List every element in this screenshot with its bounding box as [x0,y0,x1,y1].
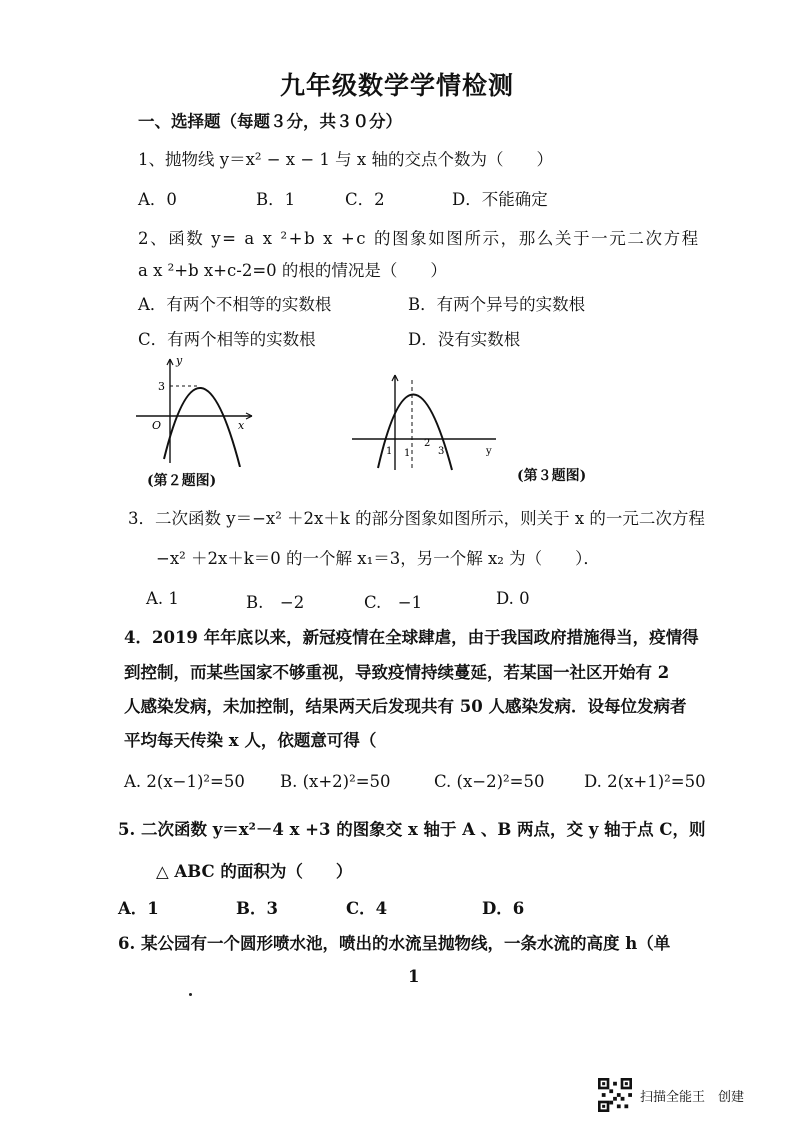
page-title: 九年级数学学情检测 [279,71,514,100]
section-heading: 一、选择题（每题３分，共３０分） [138,112,402,131]
q5-option-a: A．1 [118,899,159,918]
question-4-line1: 4．2019 年年底以来，新冠疫情在全球肆虐，由于我国政府措施得当，疫情得 [124,628,699,647]
q1-option-b: B．1 [256,190,296,209]
fig3-parabola [378,394,452,470]
qr-code-icon [598,1078,632,1112]
question-4-line2: 到控制，而某些国家不够重视，导致疫情持续蔓延，若某国一社区开始有 2 [124,663,670,682]
q4-option-b: B. (x+2)²=50 [280,772,391,791]
q1-option-d: D．不能确定 [452,190,548,209]
q3-option-d: D. 0 [496,589,530,608]
figure-q3-caption: (第３题图) [517,468,587,484]
figure-q3-graph [348,372,500,472]
q4-option-d: D. 2(x+1)²=50 [584,772,706,791]
q1-option-c: C．2 [345,190,385,209]
q5-option-b: B．3 [236,899,278,918]
fig3-tick-d: 3 [438,446,445,457]
question-5-stem-line2: △ ABC 的面积为（ ） [156,862,353,881]
figure-q2-graph [130,355,260,467]
fig2-parabola [164,388,240,467]
q1-option-a: A．0 [138,190,177,209]
q5-option-d: D．6 [482,899,525,918]
question-2-stem-line2: a x ²+b x+c-2=0 的根的情况是（ ） [138,261,447,280]
fig3-tick-a: 1 [386,446,393,457]
fig2-tick-3: 3 [158,380,165,393]
fig3-axis-label: y [486,446,492,457]
scan-speck [189,993,192,996]
q3-option-b: B. −2 [246,593,305,612]
question-1-stem: 1、抛物线 y＝x² − x − 1 与 x 轴的交点个数为（ ） [138,150,553,169]
fig3-tick-c: 2 [424,438,431,449]
question-5-stem-line1: 5. 二次函数 y＝x²－4 x +3 的图象交 x 轴于 A 、B 两点，交 y 轴于点 C，则 [118,820,706,839]
fig2-x-label: x [238,419,245,432]
q2-option-b: B．有两个异号的实数根 [408,295,586,314]
q4-option-c: C. (x−2)²=50 [434,772,545,791]
scanner-watermark: 扫描全能王 创建 [640,1090,745,1105]
q2-option-a: A．有两个不相等的实数根 [138,295,332,314]
question-2-stem-line1: 2、函数 y= a x ²+b x +c 的图象如图所示，那么关于一元二次方程 [138,229,700,248]
fig2-origin-label: O [152,419,162,432]
question-6-stem: 6. 某公园有一个圆形喷水池，喷出的水流呈抛物线，一条水流的高度 h（单 [118,934,671,953]
question-3-stem-line2: −x² ＋2x＋k＝0 的一个解 x₁＝3，另一个解 x₂ 为（ ）． [156,549,600,568]
q2-option-d: D．没有实数根 [408,330,521,349]
question-3-stem-line1: 3．二次函数 y＝−x² ＋2x＋k 的部分图象如图所示，则关于 x 的一元二次方程 [128,509,705,528]
question-4-line4: 平均每天传染 x 人，依题意可得（ [124,731,377,750]
q3-option-a: A. 1 [146,589,179,608]
fig2-y-label: y [176,355,183,367]
q5-option-c: C．4 [346,899,388,918]
question-4-line3: 人感染发病，未加控制，结果两天后发现共有 50 人感染发病．设每位发病者 [124,697,687,716]
page-number: 1 [408,967,420,986]
q3-option-c: C. −1 [364,593,423,612]
fig3-tick-b: 1 [404,448,411,459]
q2-option-c: C．有两个相等的实数根 [138,330,316,349]
figure-q2-caption: (第２题图) [147,473,217,489]
q4-option-a: A. 2(x−1)²=50 [124,772,245,791]
